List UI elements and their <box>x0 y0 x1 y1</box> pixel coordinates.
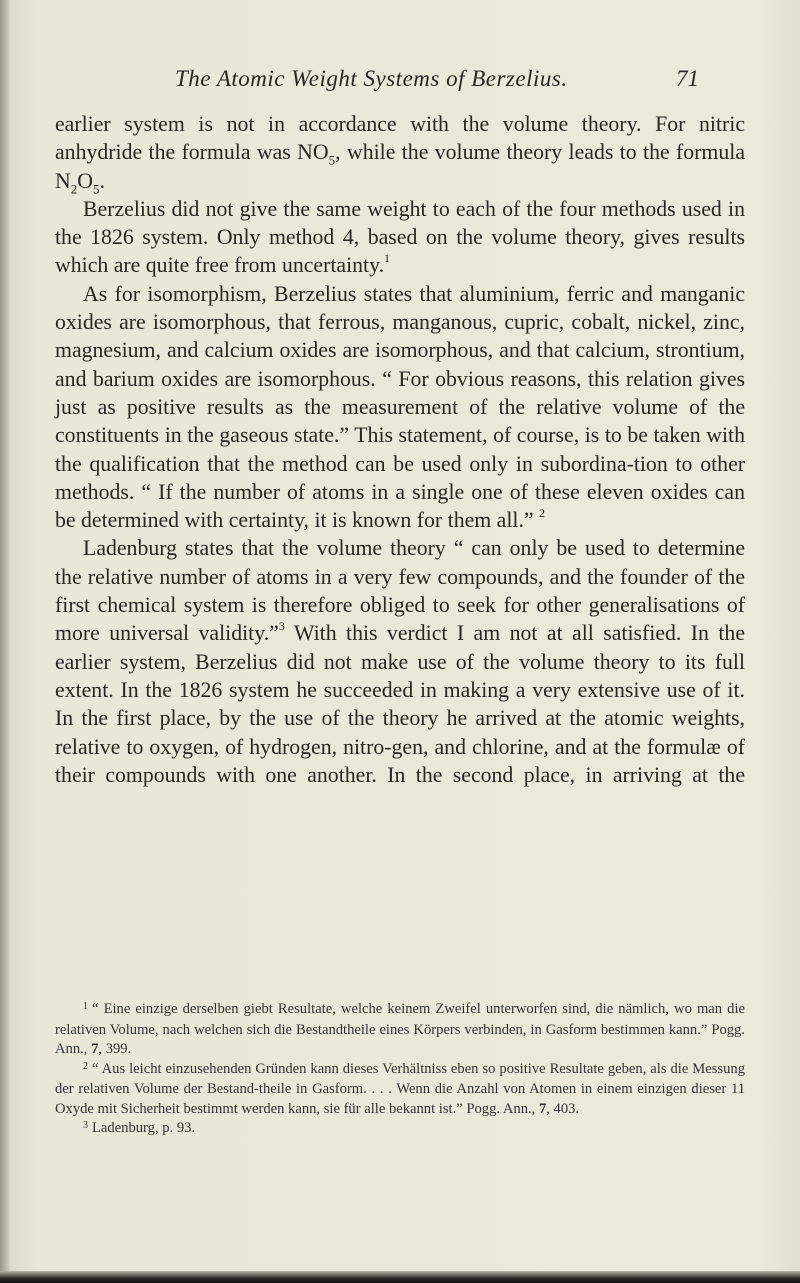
body-text <box>55 110 745 789</box>
running-title: The Atomic Weight Systems of Berzelius. <box>175 66 568 91</box>
paragraph-4-text-a: Ladenburg states that the volume theory “ can only be used to determine the relative number of atoms in a very few compounds, and the founder of the first chemical system is therefore obliged to seek for other generalisations of more universal validity.” <box>55 536 745 646</box>
paragraph-3 <box>55 280 745 535</box>
footnote-mark: 2 <box>83 1060 88 1072</box>
footnote-text: “ Aus leicht einzusehenden Gründen kann dieses Verhältniss eben so positive Resultate geben, als die Messung der relativen Volume der Bestand-theile in Gasform. . . . Wenn die Anzahl von Atomen in einem einzigen dieser 11 Oxyde mit Sicherheit bestimmt werden kann, sie für alle bekannt ist.” Pogg. Ann., <box>55 1060 745 1117</box>
paragraph-4-text-b: With this verdict I am not at all satisfied. In the earlier system, Berzelius did not make use of the volume theory to its full extent. In the 1826 system he succeeded in making a very extensive use of it. In the first place, by the use of the theory he arrived at the atomic weights, relative to oxygen, of hydrogen, nitro-gen, and chlorine, and at the formulæ of their compounds with one another. In the second place, in arriving at the <box>55 621 745 787</box>
paragraph-1-text-d: . <box>99 168 105 193</box>
paragraph-1-text-b: , while the volume theory leads to the formula N <box>55 140 746 193</box>
footnote-volume: 7 <box>91 1041 99 1057</box>
page-header <box>0 66 800 96</box>
footnote-text: “ Eine einzige derselben giebt Resultate, welche keinem Zweifel unterworfen sind, die nämlich, wo man die relativen Volume, nach welchen sich die Bestandtheile eines Körpers verbinden, in Gasform bestimmen kann.” Pogg. Ann., <box>55 1001 745 1057</box>
page-number: 71 <box>676 66 699 91</box>
footnote-1 <box>55 1000 745 1060</box>
footnote-page: , 403. <box>546 1100 580 1117</box>
footnote-mark: 3 <box>83 1120 88 1131</box>
footnote-mark: 1 <box>83 1001 88 1012</box>
subscript: 2 <box>70 180 78 196</box>
paragraph-3-text: As for isomorphism, Berzelius states that aluminium, ferric and manganic oxides are isomorphous, that ferrous, manganous, cupric, cobalt, nickel, zinc, magnesium, and calcium oxides are isomorphous, and that calcium, strontium, and barium oxides are isomorphous. “ For obvious reasons, this relation gives just as positive results as the measurement of the relative volume of the constituents in the gaseous state.” This statement, of course, is to be taken with the qualification that the method can be used only in subordina-tion to other methods. “ If the number of atoms in a single one of these eleven oxides can be determined with certainty, it is known for them all.” <box>55 281 745 533</box>
page-spine-shadow <box>0 0 10 1283</box>
footnote-ref-2[interactable]: 2 <box>539 505 546 520</box>
subscript: 5 <box>328 152 336 168</box>
footnote-page: , 399. <box>98 1041 132 1057</box>
footnotes <box>55 1000 745 1140</box>
footnote-ref-3[interactable]: 3 <box>278 619 285 634</box>
footnote-text: Ladenburg, p. 93. <box>92 1120 196 1136</box>
paragraph-1 <box>55 110 745 195</box>
paragraph-1-text-a: earlier system is not in accordance with the volume theory. For nitric anhydride the formula was NO <box>55 112 745 165</box>
footnote-3 <box>55 1119 745 1140</box>
footnote-2 <box>55 1060 745 1120</box>
paragraph-1-text-c: O <box>77 168 93 193</box>
paragraph-2-text: Berzelius did not give the same weight to each of the four methods used in the 1826 system. Only method 4, based on the volume theory, gives results which are quite free from uncertainty. <box>55 196 745 278</box>
page-bottom-edge <box>0 1271 800 1283</box>
paragraph-2 <box>55 195 745 280</box>
footnote-volume: 7 <box>538 1100 547 1117</box>
footnote-ref-1[interactable]: 1 <box>384 251 391 266</box>
subscript: 5 <box>93 180 100 196</box>
paragraph-4 <box>55 534 745 789</box>
